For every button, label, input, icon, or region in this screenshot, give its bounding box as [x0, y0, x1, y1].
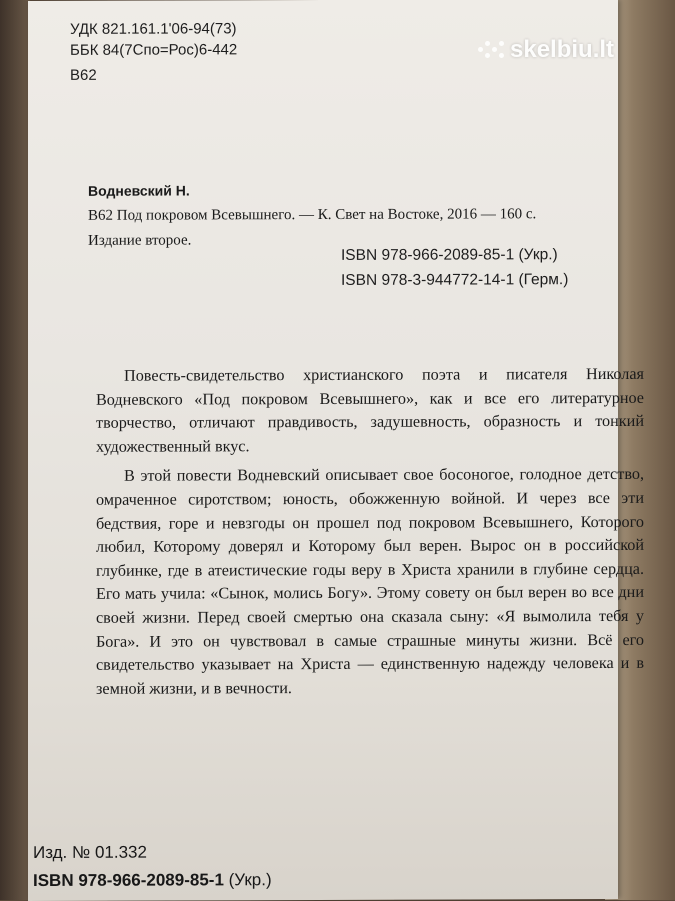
- footer-isbn-suffix: (Укр.): [228, 870, 272, 890]
- footer-isbn-number: ISBN 978-966-2089-85-1: [33, 870, 224, 891]
- annotation: [96, 363, 644, 701]
- isbn-ukr: ISBN 978-966-2089-85-1 (Укр.): [341, 246, 558, 264]
- imprint-footer: [33, 838, 272, 895]
- watermark-text: skelbiu.lt: [510, 36, 615, 63]
- dots-icon: [478, 40, 504, 60]
- title-line: В62 Под покровом Всевышнего. — К. Свет на Востоке, 2016 — 160 с.: [88, 206, 537, 224]
- edition-note: Издание второе.: [88, 232, 192, 249]
- bbk-code: ББК 84(7Спо=Рос)6-442: [70, 41, 238, 59]
- site-watermark: [478, 36, 614, 64]
- footer-isbn: [33, 866, 272, 895]
- classification-codes: [70, 18, 237, 86]
- background-left: [0, 0, 30, 900]
- udk-code: УДК 821.161.1'06-94(73): [70, 20, 237, 38]
- author-name: Водневский Н.: [88, 182, 190, 199]
- isbn-germ: ISBN 978-3-944772-14-1 (Герм.): [341, 271, 569, 289]
- isbn-list: [341, 242, 568, 293]
- annotation-paragraph: Повесть-свидетельство христианского поэта и писателя Николая Водневского «Под покровом Всевышнего», как и все его литературное творчество, отличают правдивость, задушевность, образность и тонкий художественный вкус.: [96, 364, 644, 456]
- book-page: [28, 0, 644, 901]
- edition-number: Изд. № 01.332: [33, 842, 147, 863]
- annotation-paragraph: В этой повести Водневский описывает свое босоногое, голодное детство, омраченное сиротством; юность, обожженную войной. И через все эти бедствия, горе и невзгоды он прошел под покровом Всевышнего, Которого любил, Которому доверял и Которому был верен. Вырос он в российской глубинке, где в атеистические годы веру в Христа хранили в глубине сердца. Его мать учила: «Сынок, молись Богу». Этому совету он был верен во все дни своей жизни. Перед своей смертью она сказала сыну: «Я вымолила тебя у Бога». И это он чувствовал в самые страшные минуты жизни. Всё его свидетельство указывает на Христа — единственную надежду человека и в земной жизни, и в вечности.: [96, 465, 644, 698]
- author-code: В62: [70, 66, 97, 84]
